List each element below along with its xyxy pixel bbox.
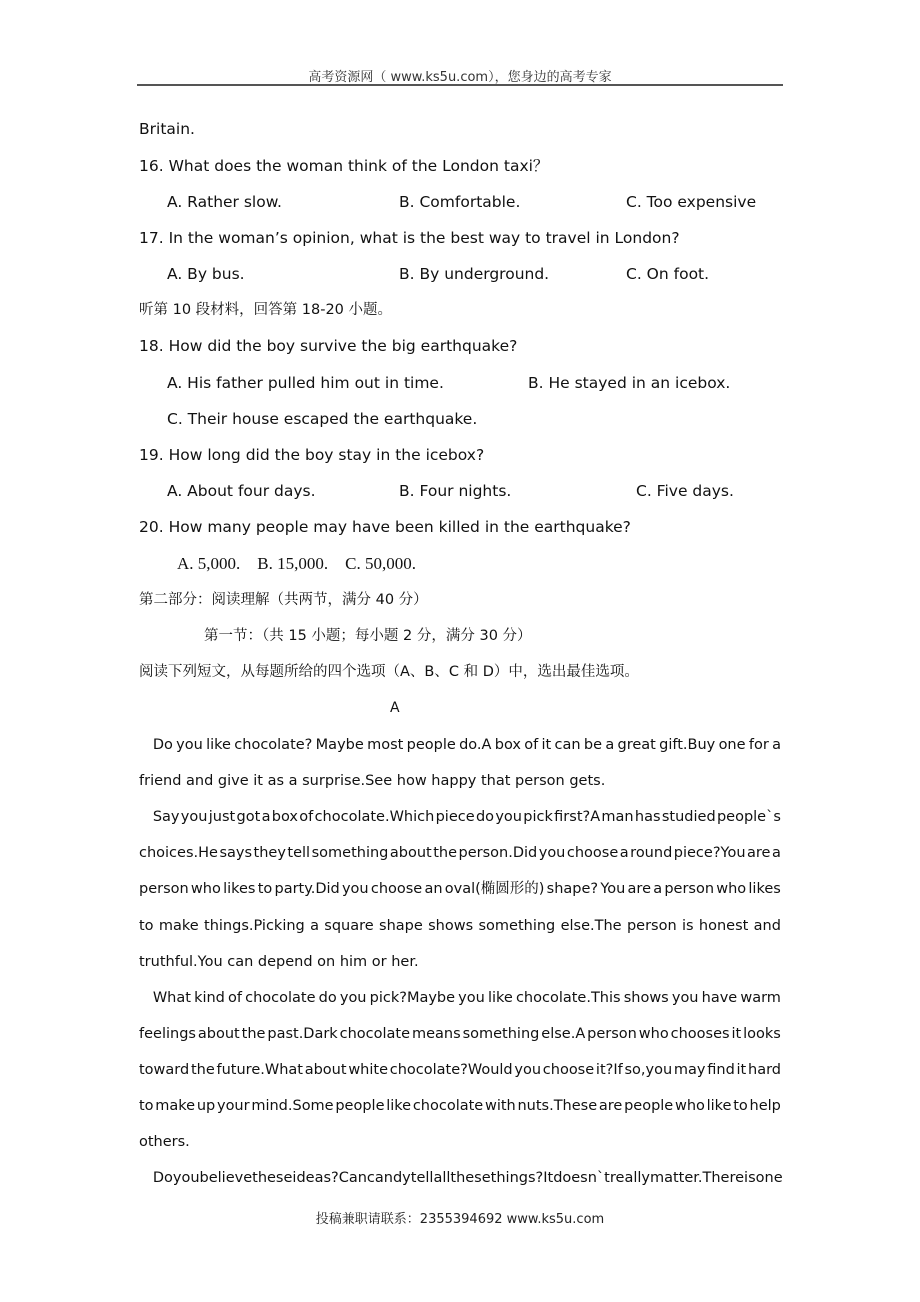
passage-line: toward the future.What about white chocolate?Would you choose it?If so,you may find it hard bbox=[139, 1061, 781, 1078]
passage-line: others. bbox=[139, 1134, 190, 1151]
section-1-heading: 第一节：（共 15 小题；每小题 2 分，满分 30 分） bbox=[204, 628, 532, 644]
passage-line: to make things.Picking a square shape shows something else.The person is honest and bbox=[139, 917, 781, 934]
page-footer: 投稿兼职请联系：2355394692 www.ks5u.com bbox=[315, 1212, 605, 1227]
option-b: B. Comfortable. bbox=[399, 193, 521, 211]
passage-line: person who likes to party.Did you choose an oval(椭圆形的) shape? You are a person who likes bbox=[139, 881, 781, 898]
passage-line: Say you just got a box of chocolate.Which piece do you pick first?A man has studied people`s bbox=[139, 809, 781, 826]
option-a: A. About four days. bbox=[167, 482, 316, 500]
part-2-heading: 第二部分：阅读理解（共两节，满分 40 分） bbox=[139, 592, 428, 608]
passage-line: Do you believe these ideas?Can candy tell all these things?It doesn`t really matter.There is one bbox=[139, 1170, 783, 1187]
section-10-instruction: 听第 10 段材料，回答第 18-20 小题。 bbox=[139, 302, 393, 318]
option-c: C. On foot. bbox=[626, 265, 710, 283]
question-18: 18. How did the boy survive the big earthquake? bbox=[139, 337, 518, 355]
question-17: 17. In the woman’s opinion, what is the best way to travel in London? bbox=[139, 229, 680, 247]
passage-line: choices.He says they tell something about the person.Did you choose a round piece?You are a bbox=[139, 845, 781, 862]
passage-line: truthful.You can depend on him or her. bbox=[139, 953, 419, 970]
question-20: 20. How many people may have been killed in the earthquake? bbox=[139, 518, 631, 536]
option-b: B. He stayed in an icebox. bbox=[528, 374, 731, 392]
question-16: 16. What does the woman think of the London taxi？ bbox=[139, 157, 549, 175]
question-20-options: A. 5,000. B. 15,000. C. 50,000. bbox=[177, 554, 416, 573]
passage-line: Do you like chocolate? Maybe most people do.A box of it can be a great gift.Buy one for a bbox=[139, 737, 781, 753]
continued-text: Britain. bbox=[139, 120, 195, 138]
question-19: 19. How long did the boy stay in the icebox? bbox=[139, 446, 485, 464]
option-a: A. Rather slow. bbox=[167, 193, 282, 211]
reading-instruction: 阅读下列短文，从每题所给的四个选项（A、B、C 和 D）中，选出最佳选项。 bbox=[139, 664, 639, 680]
passage-line: to make up your mind.Some people like chocolate with nuts.These are people who like to help bbox=[139, 1098, 781, 1114]
option-b: B. By underground. bbox=[399, 265, 550, 283]
passage-line: What kind of chocolate do you pick?Maybe you like chocolate.This shows you have warm bbox=[139, 989, 781, 1006]
option-a: A. By bus. bbox=[167, 265, 245, 283]
option-c: C. Their house escaped the earthquake. bbox=[167, 410, 478, 428]
header-rule bbox=[137, 84, 783, 86]
passage-line: friend and give it as a surprise.See how happy that person gets. bbox=[139, 773, 606, 790]
option-a: A. His father pulled him out in time. bbox=[167, 374, 444, 392]
passage-label: A bbox=[390, 700, 400, 716]
option-b: B. Four nights. bbox=[399, 482, 512, 500]
passage-line: feelings about the past.Dark chocolate means something else.A person who chooses it looks bbox=[139, 1025, 781, 1042]
option-c: C. Too expensive bbox=[626, 193, 757, 211]
page-header: 高考资源网（ www.ks5u.com），您身边的高考专家 bbox=[308, 70, 612, 85]
option-c: C. Five days. bbox=[636, 482, 734, 500]
